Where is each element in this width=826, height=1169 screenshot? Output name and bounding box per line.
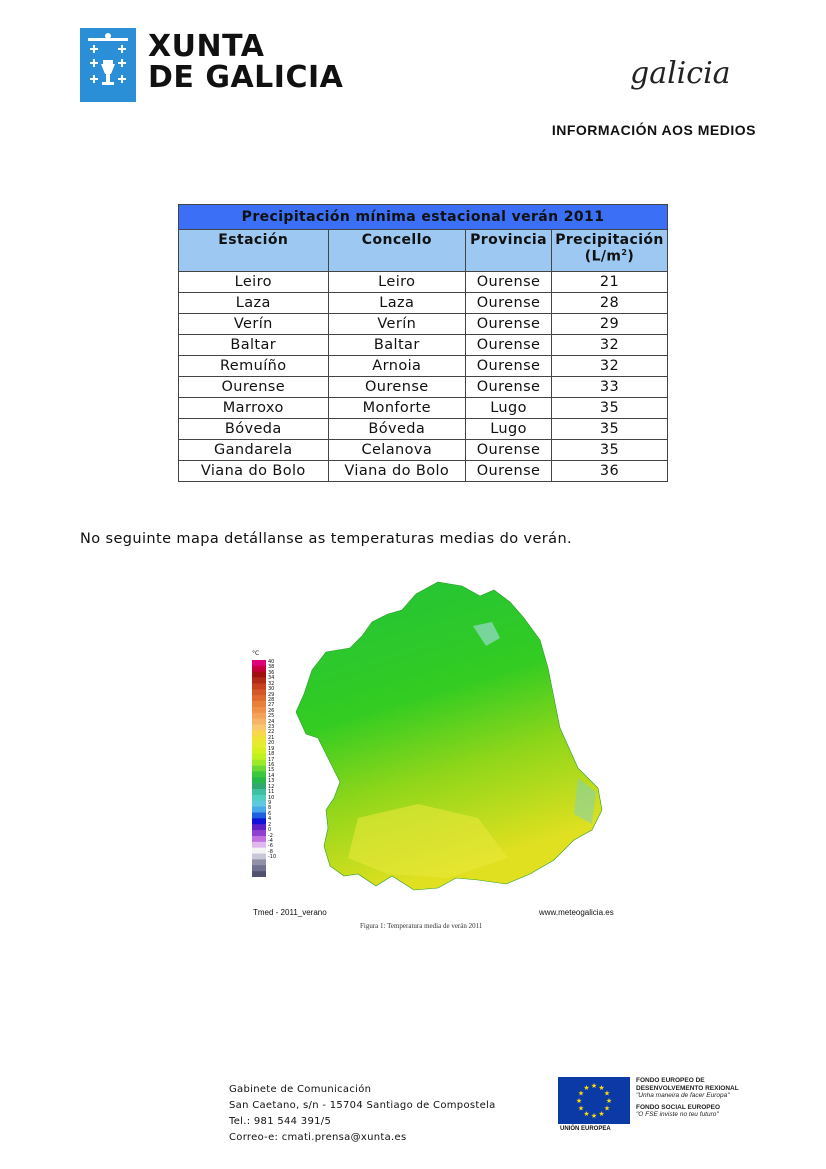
legend-color-band: [252, 707, 266, 713]
legend-tick-label: 32: [268, 680, 275, 687]
legend-color-band: [252, 736, 266, 742]
legend-tick-label: 4: [268, 816, 272, 823]
cell-concello: Bóveda: [328, 419, 466, 440]
legend-tick-label: -10: [268, 854, 277, 861]
cell-estacion: Leiro: [179, 272, 329, 293]
legend-color-band: [252, 818, 266, 824]
legend-tick-label: 40: [268, 659, 275, 665]
cell-precipitacion: 32: [552, 335, 668, 356]
table-row: [179, 398, 668, 419]
cell-provincia: Ourense: [466, 335, 552, 356]
legend-tick-label: 18: [268, 751, 275, 758]
legend-color-band: [252, 789, 266, 795]
legend-color-band: [252, 683, 266, 689]
table-row: [179, 272, 668, 293]
table-row: [179, 461, 668, 482]
legend-color-band: [252, 812, 266, 818]
fund2-line1: FONDO SOCIAL EUROPEO: [636, 1103, 721, 1111]
legend-tick-label: 20: [268, 740, 275, 747]
legend-tick-label: 38: [268, 664, 275, 671]
table-row: [179, 419, 668, 440]
cell-concello: Laza: [328, 293, 466, 314]
legend-color-band: [252, 695, 266, 701]
cell-precipitacion: 35: [552, 398, 668, 419]
temperature-map: [248, 578, 620, 933]
legend-tick-label: 19: [268, 745, 275, 752]
eu-union-label: UNIÓN EUROPEA: [560, 1126, 611, 1132]
cell-concello: Verín: [328, 314, 466, 335]
legend-color-band: [252, 730, 266, 736]
footer-line-office: Gabinete de Comunicación: [229, 1084, 372, 1095]
legend-tick-label: -2: [268, 832, 273, 839]
cell-concello: Leiro: [328, 272, 466, 293]
cell-concello: Celanova: [328, 440, 466, 461]
legend-tick-label: 34: [268, 675, 275, 682]
legend-tick-label: 17: [268, 756, 275, 763]
cell-estacion: Ourense: [179, 377, 329, 398]
cell-estacion: Baltar: [179, 335, 329, 356]
cell-concello: Viana do Bolo: [328, 461, 466, 482]
legend-tick-label: 24: [268, 718, 275, 725]
cell-precipitacion: 35: [552, 419, 668, 440]
temperature-legend: [252, 660, 266, 877]
legend-color-band: [252, 748, 266, 754]
cell-precipitacion: 28: [552, 293, 668, 314]
fund1-line2: DESENVOLVEMENTO REXIONAL: [636, 1084, 739, 1092]
legend-color-band: [252, 777, 266, 783]
fund2-motto: "O FSE inviste no teu futuro": [636, 1111, 719, 1118]
cell-provincia: Ourense: [466, 461, 552, 482]
cell-estacion: Marroxo: [179, 398, 329, 419]
eu-star-icon: ★: [603, 1089, 611, 1098]
eu-star-icon: ★: [583, 1109, 590, 1118]
legend-tick-label: 9: [268, 799, 272, 806]
map-label-right: www.meteogalicia.es: [539, 908, 614, 917]
legend-tick-label: 10: [268, 794, 275, 801]
legend-color-band: [252, 771, 266, 777]
eu-star-icon: ★: [598, 1109, 605, 1118]
legend-color-band: [252, 719, 266, 725]
xunta-coat-of-arms-logo: [80, 28, 136, 102]
legend-tick-label: 29: [268, 691, 275, 698]
legend-tick-label: -4: [268, 837, 273, 844]
org-name-line1: XUNTA: [148, 29, 265, 64]
legend-tick-label: 8: [268, 805, 272, 812]
table-header-row: [179, 230, 668, 272]
cell-provincia: Ourense: [466, 293, 552, 314]
legend-color-band: [252, 754, 266, 760]
cell-concello: Monforte: [328, 398, 466, 419]
legend-color-band: [252, 848, 266, 854]
eu-star-icon: ★: [575, 1097, 583, 1105]
legend-tick-label: 26: [268, 707, 275, 714]
table-row: [179, 335, 668, 356]
footer-line-phone: Tel.: 981 544 391/5: [229, 1116, 332, 1127]
cell-provincia: Ourense: [466, 440, 552, 461]
xunta-wordmark: [148, 31, 343, 93]
legend-color-band: [252, 807, 266, 813]
cell-provincia: Ourense: [466, 272, 552, 293]
eu-star-icon: ★: [577, 1089, 585, 1098]
cell-precipitacion: 33: [552, 377, 668, 398]
legend-tick-label: 6: [268, 810, 272, 817]
footer-line-address: San Caetano, s/n - 15704 Santiago de Compostela: [229, 1100, 496, 1111]
legend-color-band: [252, 795, 266, 801]
legend-color-band: [252, 725, 266, 731]
cell-provincia: Lugo: [466, 419, 552, 440]
cell-concello: Ourense: [328, 377, 466, 398]
legend-tick-label: 14: [268, 772, 275, 779]
footer-contact: [229, 1082, 496, 1146]
legend-tick-label: 36: [268, 669, 275, 676]
galicia-brand-logo: [630, 56, 731, 91]
cell-provincia: Lugo: [466, 398, 552, 419]
legend-color-band: [252, 742, 266, 748]
precipitation-unit: $(L/m^2)$: [584, 248, 635, 265]
org-name-line2: DE GALICIA: [148, 60, 344, 95]
eu-star-icon: ★: [598, 1084, 605, 1093]
cell-provincia: Ourense: [466, 314, 552, 335]
legend-color-band: [252, 871, 266, 877]
eu-star-icon: ★: [590, 1112, 598, 1120]
legend-tick-label: 21: [268, 734, 275, 741]
legend-color-band: [252, 689, 266, 695]
legend-tick-label: 12: [268, 783, 275, 790]
legend-color-band: [252, 836, 266, 842]
legend-tick-label: 13: [268, 778, 275, 785]
legend-color-band: [252, 854, 266, 860]
cell-provincia: Ourense: [466, 377, 552, 398]
legend-color-band: [252, 701, 266, 707]
column-header-concello: Concello: [328, 230, 466, 272]
legend-tick-label: 11: [268, 789, 275, 796]
legend-tick-label: 2: [268, 821, 272, 828]
legend-tick-label: 0: [268, 827, 272, 834]
legend-tick-label: 30: [268, 686, 275, 693]
cell-precipitacion: 35: [552, 440, 668, 461]
cell-precipitacion: 32: [552, 356, 668, 377]
table-row: [179, 293, 668, 314]
eu-star-icon: ★: [605, 1097, 613, 1105]
cell-estacion: Verín: [179, 314, 329, 335]
table-row: [179, 314, 668, 335]
legend-color-band: [252, 760, 266, 766]
legend-color-band: [252, 678, 266, 684]
table-body: [179, 272, 668, 482]
legend-tick-label: -8: [268, 848, 273, 855]
legend-color-band: [252, 666, 266, 672]
legend-tick-label: 22: [268, 729, 275, 736]
cell-provincia: Ourense: [466, 356, 552, 377]
eu-flag-icon: [558, 1077, 630, 1124]
eu-star-icon: ★: [603, 1104, 611, 1113]
cell-estacion: Bóveda: [179, 419, 329, 440]
map-label-left: Tmed - 2011_verano: [253, 908, 327, 917]
cell-estacion: Viana do Bolo: [179, 461, 329, 482]
cell-concello: Baltar: [328, 335, 466, 356]
cell-estacion: Laza: [179, 293, 329, 314]
column-header-precipitacion: [552, 230, 668, 272]
legend-color-band: [252, 859, 266, 865]
footer-line-email: Correo-e: cmati.prensa@xunta.es: [229, 1132, 407, 1143]
section-label: INFORMACIÓN AOS MEDIOS: [551, 122, 756, 138]
cell-concello: Arnoia: [328, 356, 466, 377]
legend-tick-labels: [268, 660, 276, 861]
legend-color-band: [252, 842, 266, 848]
legend-tick-label: 15: [268, 767, 275, 774]
cell-precipitacion: 36: [552, 461, 668, 482]
cell-estacion: Remuíño: [179, 356, 329, 377]
table-title: Precipitación mínima estacional verán 2011: [179, 205, 668, 230]
legend-tick-label: 23: [268, 724, 275, 731]
legend-tick-label: 25: [268, 713, 275, 720]
cell-estacion: Gandarela: [179, 440, 329, 461]
legend-color-band: [252, 801, 266, 807]
legend-color-band: [252, 783, 266, 789]
legend-tick-label: 16: [268, 762, 275, 769]
column-header-estacion: Estación: [179, 230, 329, 272]
column-header-provincia: Provincia: [466, 230, 552, 272]
intro-text: No seguinte mapa detállanse as temperaturas medias do verán.: [80, 531, 573, 547]
legend-color-band: [252, 830, 266, 836]
legend-tick-label: 27: [268, 702, 275, 709]
table-row: [179, 377, 668, 398]
brand-text: galicia: [630, 56, 731, 91]
legend-color-band: [252, 766, 266, 772]
fund1-line1: FONDO EUROPEO DE: [636, 1077, 705, 1084]
fund1-motto: "Unha maneira de facer Europa": [636, 1092, 730, 1099]
cell-precipitacion: 21: [552, 272, 668, 293]
legend-color-band: [252, 865, 266, 871]
precipitation-label: Precipitación: [555, 232, 664, 248]
legend-tick-label: -6: [268, 843, 273, 850]
legend-color-band: [252, 672, 266, 678]
legend-tick-label: 28: [268, 696, 275, 703]
eu-funds-text: [636, 1077, 739, 1119]
eu-star-icon: ★: [583, 1084, 590, 1093]
table-row: [179, 440, 668, 461]
figure-caption: Figura 1: Temperatura media de verán 2011: [360, 922, 483, 930]
cell-precipitacion: 29: [552, 314, 668, 335]
precipitation-table: [178, 204, 668, 482]
table-row: [179, 356, 668, 377]
eu-star-icon: ★: [590, 1082, 598, 1090]
legend-color-band: [252, 713, 266, 719]
legend-unit: °C: [252, 650, 260, 657]
legend-color-band: [252, 660, 266, 666]
legend-color-band: [252, 824, 266, 830]
table-title-row: [179, 205, 668, 230]
eu-star-icon: ★: [577, 1104, 585, 1113]
